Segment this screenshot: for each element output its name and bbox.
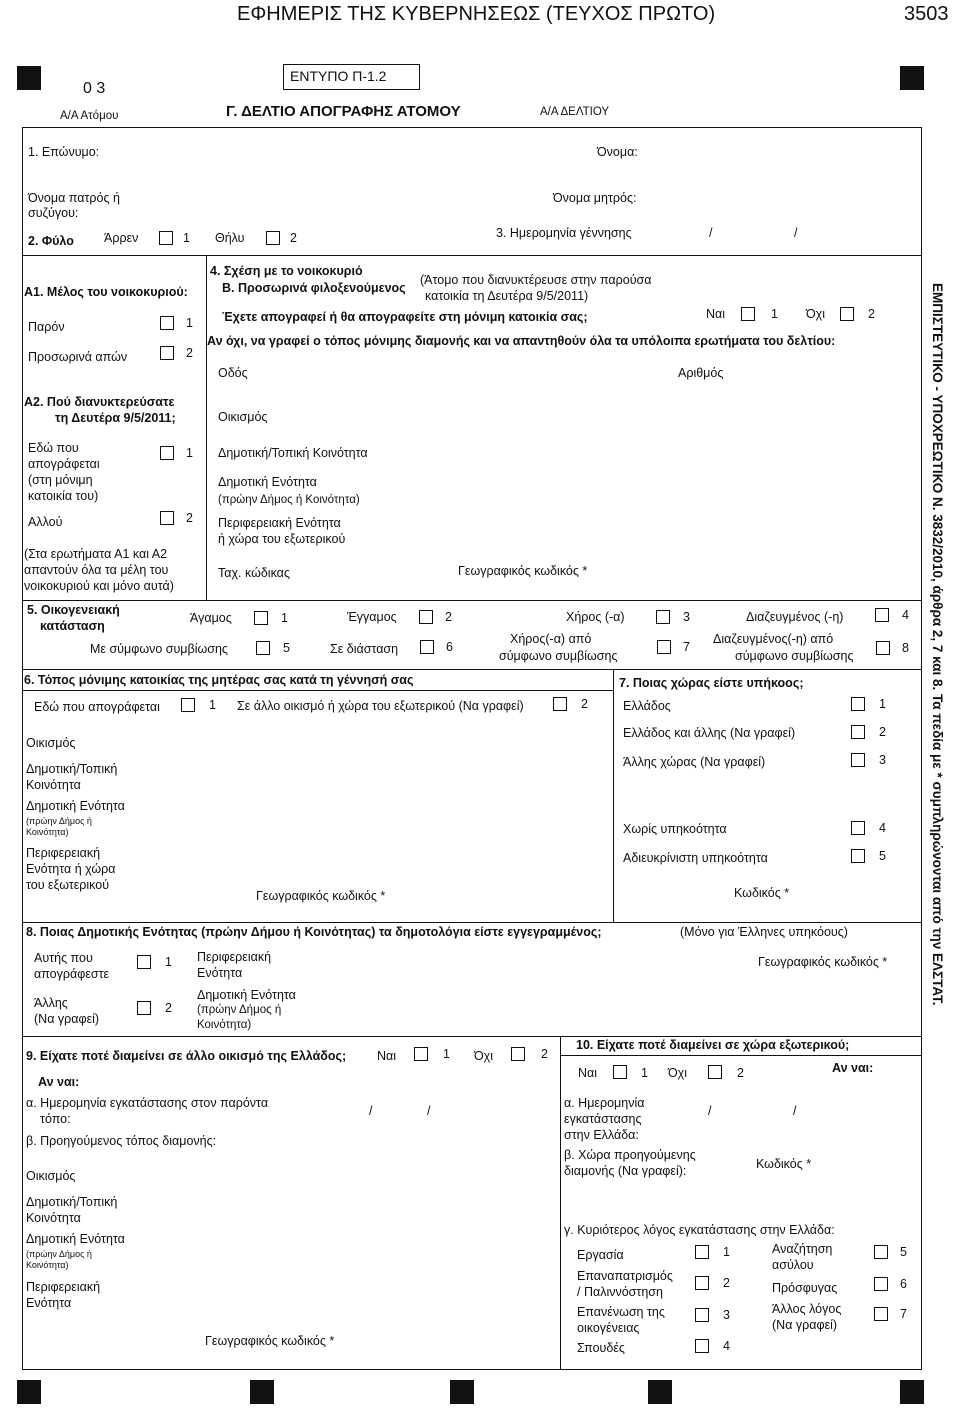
registration-mark-bottom-left (17, 1380, 41, 1404)
q4-yes-label: Ναι (706, 307, 726, 321)
q8-municipal-label: Δημοτική Ενότητα (197, 988, 296, 1002)
q10-family-reunion-code: 3 (723, 1308, 730, 1322)
a1-label: Α1. Μέλος του νοικοκυριού: (24, 285, 188, 299)
q8-other-label: Άλλης (34, 996, 68, 1010)
a2-label: Α2. Πού διανυκτερεύσατε (24, 395, 175, 409)
q5-partnership-checkbox[interactable] (256, 641, 270, 655)
q8-label: 8. Ποιας Δημοτικής Ενότητας (πρώην Δήμου ή Κοινότητας) τα δημοτολόγια είστε εγγεγραμμένος; (26, 925, 602, 939)
q4-community-label: Δημοτική/Τοπική Κοινότητα (218, 446, 368, 460)
sex-female-checkbox[interactable] (266, 231, 280, 245)
a2-here-line-2: απογράφεται (28, 457, 100, 471)
q5-divorced-partnership-label: Διαζευγμένος(-η) από (713, 632, 834, 646)
divider-after-q4 (22, 600, 922, 601)
a2-here-code: 1 (186, 446, 193, 460)
q10-work-code: 1 (723, 1245, 730, 1259)
a1-absent-checkbox[interactable] (160, 346, 174, 360)
q10-repatriation-checkbox[interactable] (695, 1276, 709, 1290)
q10-repatriation-code: 2 (723, 1276, 730, 1290)
q8-this-code: 1 (165, 955, 172, 969)
q6-label: 6. Τόπος μόνιμης κατοικίας της μητέρας σας κατά τη γέννησή σας (24, 673, 414, 687)
sex-male-code: 1 (183, 231, 190, 245)
mother-name-label: Όνομα μητρός: (553, 191, 637, 205)
q10-family-reunion-label: Επανένωση της (577, 1305, 665, 1319)
q10-date-label: α. Ημερομηνία (564, 1096, 645, 1110)
birth-date-separator-2: / (794, 226, 798, 240)
q5-divorced-partnership-label-2: σύμφωνο συμβίωσης (735, 649, 854, 663)
q10-yes-label: Ναι (578, 1066, 598, 1080)
q9-date-separator-2: / (427, 1104, 431, 1118)
q8-this-checkbox[interactable] (137, 955, 151, 969)
q9-if-yes-label: Αν ναι: (38, 1075, 80, 1089)
q8-this-label: Αυτής που (34, 951, 93, 965)
a2-elsewhere-checkbox[interactable] (160, 511, 174, 525)
q9-municipal-note-1: (πρώην Δήμος ή (26, 1249, 92, 1259)
q10-other-reason-label-2: (Να γραφεί) (772, 1318, 838, 1332)
q6-regional-label-2: Ενότητα ή χώρα (26, 862, 116, 876)
q10-other-reason-code: 7 (900, 1307, 907, 1321)
q10-family-reunion-label-2: οικογένειας (577, 1321, 640, 1335)
q4-municipal-unit-label: Δημοτική Ενότητα (218, 475, 317, 489)
sex-male-label: Άρρεν (104, 231, 139, 245)
divider-after-q5 (22, 669, 922, 670)
q10-yes-code: 1 (641, 1066, 648, 1080)
q9-date-label-2: τόπο: (40, 1112, 71, 1126)
registration-mark-bottom-right (900, 1380, 924, 1404)
q8-municipal-label-3: Κοινότητα) (197, 1019, 252, 1031)
q4-regional-unit-label: Περιφερειακή Ενότητα (218, 516, 341, 530)
sheet-number-label: Α/Α ΔΕΛΤΙΟΥ (540, 106, 610, 118)
q5-divorced-checkbox[interactable] (875, 608, 889, 622)
q5-separated-label: Σε διάσταση (330, 642, 399, 656)
divider-a-column (206, 255, 207, 600)
q7-other-country-code: 3 (879, 753, 886, 767)
q7-greek-other-label: Ελλάδος και άλλης (Να γραφεί) (623, 726, 796, 740)
a2-note-line-3: νοικοκυριού και μόνο αυτά) (24, 579, 174, 593)
sex-label: 2. Φύλο (28, 234, 74, 248)
q5-single-label: Άγαμος (190, 611, 232, 625)
q4-settlement-label: Οικισμός (218, 410, 268, 424)
q4-question: Έχετε απογραφεί ή θα απογραφείτε στη μόνιμη κατοικία σας; (222, 310, 588, 324)
q5-widowed-partnership-label-2: σύμφωνο συμβίωσης (499, 649, 618, 663)
form-title: Γ. ΔΕΛΤΙΟ ΑΠΟΓΡΑΦΗΣ ΑΤΟΜΟΥ (226, 103, 461, 120)
q9-regional-label-2: Ενότητα (26, 1296, 72, 1310)
q8-other-label-2: (Να γραφεί) (34, 1012, 100, 1026)
q10-refugee-label: Πρόσφυγας (772, 1281, 838, 1295)
a2-here-checkbox[interactable] (160, 446, 174, 460)
q4-no-code: 2 (868, 307, 875, 321)
q6-municipal-note-1: (πρώην Δήμος ή (26, 816, 92, 826)
q10-date-label-3: στην Ελλάδα: (564, 1128, 639, 1142)
a2-elsewhere-label: Αλλού (28, 515, 63, 529)
form-code: ΕΝΤΥΠΟ Π-1.2 (290, 68, 387, 84)
q4-instruction: Αν όχι, να γραφεί ο τόπος μόνιμης διαμονής και να απαντηθούν όλα τα υπόλοιπα ερωτήματα του δελτίου: (207, 334, 836, 348)
q7-unknown-label: Αδιευκρίνιστη υπηκοότητα (623, 851, 768, 865)
registration-mark-top-left (17, 66, 41, 90)
q5-label-2: κατάσταση (40, 619, 105, 633)
registration-mark-top-right (900, 66, 924, 90)
q6-municipal-label: Δημοτική Ενότητα (26, 799, 125, 813)
q7-other-country-label: Άλλης χώρας (Να γραφεί) (623, 755, 766, 769)
q7-unknown-code: 5 (879, 849, 886, 863)
q6-other-code: 2 (581, 697, 588, 711)
sex-male-checkbox[interactable] (159, 231, 173, 245)
q6-here-label: Εδώ που απογράφεται (34, 700, 160, 714)
divider-q6-q7 (613, 669, 614, 922)
q10-asylum-label-2: ασύλου (772, 1258, 814, 1272)
q4-label: 4. Σχέση με το νοικοκυριό (210, 264, 363, 278)
q6-other-checkbox[interactable] (553, 697, 567, 711)
q8-note: (Μόνο για Έλληνες υπηκόους) (680, 925, 848, 939)
a2-here-line-1: Εδώ που (28, 441, 79, 455)
q7-greek-other-code: 2 (879, 725, 886, 739)
q10-refugee-checkbox[interactable] (874, 1277, 888, 1291)
q6-label-underline (22, 690, 613, 691)
q5-widowed-checkbox[interactable] (656, 610, 670, 624)
q8-other-checkbox[interactable] (137, 1001, 151, 1015)
q10-asylum-checkbox[interactable] (874, 1245, 888, 1259)
q10-prev-country-label-2: διαμονής (Να γραφεί): (564, 1164, 687, 1178)
divider-after-q8 (22, 1036, 922, 1037)
q9-no-code: 2 (541, 1047, 548, 1061)
q4-municipal-unit-note: (πρώην Δήμος ή Κοινότητα) (218, 494, 360, 506)
divider-after-q6-q7 (22, 922, 922, 923)
q5-married-checkbox[interactable] (419, 610, 433, 624)
q6-geo-code-label: Γεωγραφικός κωδικός * (256, 889, 386, 903)
q7-stateless-checkbox[interactable] (851, 821, 865, 835)
q10-no-code: 2 (737, 1066, 744, 1080)
q10-other-reason-label: Άλλος λόγος (772, 1302, 842, 1316)
q10-repatriation-label-2: / Παλιννόστηση (577, 1285, 663, 1299)
q5-divorced-label: Διαζευγμένος (-η) (746, 610, 844, 624)
person-number: 0 3 (83, 80, 106, 97)
q5-married-label: Έγγαμος (347, 610, 397, 624)
q5-single-code: 1 (281, 611, 288, 625)
q10-work-label: Εργασία (577, 1248, 624, 1262)
q5-partnership-label: Με σύμφωνο συμβίωσης (90, 642, 228, 656)
q4-yes-checkbox[interactable] (741, 307, 755, 321)
sex-female-code: 2 (290, 231, 297, 245)
q4-temp-guest-note-2: κατοικία τη Δευτέρα 9/5/2011) (425, 289, 589, 303)
q5-label: 5. Οικογενειακή (27, 603, 120, 617)
person-number-label: Α/Α Ατόμου (60, 110, 119, 122)
q9-community-label-2: Κοινότητα (26, 1211, 81, 1225)
q10-asylum-label: Αναζήτηση (772, 1242, 833, 1256)
q7-label: 7. Ποιας χώρας είστε υπήκοος; (619, 676, 804, 690)
q7-greek-other-checkbox[interactable] (851, 725, 865, 739)
q6-regional-label: Περιφερειακή (26, 846, 101, 860)
q9-no-checkbox[interactable] (511, 1047, 525, 1061)
q9-community-label: Δημοτική/Τοπική (26, 1195, 118, 1209)
q10-other-reason-checkbox[interactable] (874, 1307, 888, 1321)
father-name-label: Όνομα πατρός ή (28, 191, 120, 205)
a1-absent-code: 2 (186, 346, 193, 360)
confidentiality-side-note: ΕΜΠΙΣΤΕΥΤΙΚΟ - ΥΠΟΧΡΕΩΤΙΚΟ Ν. 3832/2010, άρθρα 2, 7 και 8. Τα πεδία με * συμπληρώνονται από την ΕΛΣΤΑΤ. (930, 283, 945, 1006)
a2-note-line-1: (Στα ερωτήματα Α1 και Α2 (24, 547, 168, 561)
q8-geo-code-label: Γεωγραφικός κωδικός * (758, 955, 888, 969)
q10-no-checkbox[interactable] (708, 1065, 722, 1079)
q4-yes-code: 1 (771, 307, 778, 321)
q10-asylum-code: 5 (900, 1245, 907, 1259)
registration-mark-bottom-center (450, 1380, 474, 1404)
q4-no-checkbox[interactable] (840, 307, 854, 321)
q9-municipal-label: Δημοτική Ενότητα (26, 1232, 125, 1246)
q10-code-label: Κωδικός * (756, 1157, 812, 1171)
surname-label: 1. Επώνυμο: (28, 145, 100, 159)
a1-present-label: Παρόν (28, 320, 65, 334)
q9-date-label: α. Ημερομηνία εγκατάστασης στον παρόντα (26, 1096, 269, 1110)
q6-community-label-2: Κοινότητα (26, 778, 81, 792)
q9-yes-checkbox[interactable] (414, 1047, 428, 1061)
q10-repatriation-label: Επαναπατρισμός (577, 1269, 673, 1283)
q4-geo-code-label: Γεωγραφικός κωδικός * (458, 564, 588, 578)
q9-date-separator-1: / (369, 1104, 373, 1118)
q7-greek-code: 1 (879, 697, 886, 711)
q4-no-label: Όχι (806, 307, 826, 321)
q6-here-code: 1 (209, 698, 216, 712)
q5-widowed-partnership-code: 7 (683, 640, 690, 654)
a2-note-line-2: απαντούν όλα τα μέλη του (24, 563, 169, 577)
q7-stateless-label: Χωρίς υπηκοότητα (623, 822, 727, 836)
divider-q9-q10 (560, 1036, 561, 1370)
q10-studies-label: Σπουδές (577, 1341, 625, 1355)
a1-present-code: 1 (186, 316, 193, 330)
q6-other-label: Σε άλλο οικισμό ή χώρα του εξωτερικού (Να γραφεί) (237, 699, 524, 713)
q7-greek-checkbox[interactable] (851, 697, 865, 711)
q4-postal-code-label: Ταχ. κώδικας (218, 566, 290, 580)
q6-municipal-note-2: Κοινότητα) (26, 827, 69, 837)
q9-municipal-note-2: Κοινότητα) (26, 1260, 69, 1270)
q10-label-underline (560, 1055, 922, 1056)
q10-prev-country-label: β. Χώρα προηγούμενης (564, 1148, 696, 1162)
q5-widowed-code: 3 (683, 610, 690, 624)
q8-regional-label: Περιφερειακή (197, 950, 272, 964)
q8-other-code: 2 (165, 1001, 172, 1015)
q9-yes-code: 1 (443, 1047, 450, 1061)
q10-label: 10. Είχατε ποτέ διαμείνει σε χώρα εξωτερικού; (576, 1038, 850, 1052)
q5-single-checkbox[interactable] (254, 611, 268, 625)
q5-separated-checkbox[interactable] (420, 640, 434, 654)
q10-if-yes-label: Αν ναι: (832, 1061, 874, 1075)
q9-regional-label: Περιφερειακή (26, 1280, 101, 1294)
q9-label: 9. Είχατε ποτέ διαμείνει σε άλλο οικισμό της Ελλάδος; (26, 1049, 347, 1063)
q9-previous-place-label: β. Προηγούμενος τόπος διαμονής: (26, 1134, 217, 1148)
q10-no-label: Όχι (668, 1066, 688, 1080)
q10-family-reunion-checkbox[interactable] (695, 1308, 709, 1322)
q10-work-checkbox[interactable] (695, 1245, 709, 1259)
q5-widowed-partnership-label: Χήρος(-α) από (510, 632, 592, 646)
a1-absent-label: Προσωρινά απών (28, 350, 128, 364)
q10-studies-checkbox[interactable] (695, 1339, 709, 1353)
page-number: 3503 (904, 3, 949, 25)
q4-temp-guest-note-1: (Άτομο που διανυκτέρευσε στην παρούσα (420, 273, 652, 287)
a1-present-checkbox[interactable] (160, 316, 174, 330)
sex-female-label: Θήλυ (215, 231, 245, 245)
q9-geo-code-label: Γεωγραφικός κωδικός * (205, 1334, 335, 1348)
q4-street-label: Οδός (218, 366, 248, 380)
a2-elsewhere-code: 2 (186, 511, 193, 525)
first-name-label: Όνομα: (597, 145, 638, 159)
q10-date-label-2: εγκατάστασης (564, 1112, 642, 1126)
q5-widowed-partnership-checkbox[interactable] (657, 640, 671, 654)
q10-date-separator-1: / (708, 1104, 712, 1118)
gazette-title: ΕΦΗΜΕΡΙΣ ΤΗΣ ΚΥΒΕΡΝΗΣΕΩΣ (ΤΕΥΧΟΣ ΠΡΩΤΟ) (237, 3, 716, 25)
q6-regional-label-3: του εξωτερικού (26, 878, 110, 892)
q5-divorced-partnership-code: 8 (902, 641, 909, 655)
registration-mark-bottom-center-right (648, 1380, 672, 1404)
a2-here-line-4: κατοικία του) (28, 489, 99, 503)
q5-separated-code: 6 (446, 640, 453, 654)
q7-code-label: Κωδικός * (734, 886, 790, 900)
q10-studies-code: 4 (723, 1339, 730, 1353)
q9-settlement-label: Οικισμός (26, 1169, 76, 1183)
q7-other-country-checkbox[interactable] (851, 753, 865, 767)
q10-refugee-code: 6 (900, 1277, 907, 1291)
q10-date-separator-2: / (793, 1104, 797, 1118)
q5-widowed-label: Χήρος (-α) (566, 610, 625, 624)
q5-divorced-code: 4 (902, 608, 909, 622)
q4-regional-unit-label-2: ή χώρα του εξωτερικού (218, 532, 346, 546)
registration-mark-bottom-center-left (250, 1380, 274, 1404)
divider-after-sex (22, 255, 922, 256)
q5-married-code: 2 (445, 610, 452, 624)
a2-here-line-3: (στη μόνιμη (28, 473, 93, 487)
q10-yes-checkbox[interactable] (613, 1065, 627, 1079)
q9-yes-label: Ναι (377, 1049, 397, 1063)
q7-greek-label: Ελλάδος (623, 699, 671, 713)
q7-unknown-checkbox[interactable] (851, 849, 865, 863)
q8-this-label-2: απογράφεστε (34, 967, 110, 981)
q6-here-checkbox[interactable] (181, 698, 195, 712)
father-name-label-2: συζύγου: (28, 206, 79, 220)
q4-number-label: Αριθμός (678, 366, 724, 380)
q6-settlement-label: Οικισμός (26, 736, 76, 750)
q4-temp-guest-label: Β. Προσωρινά φιλοξενούμενος (222, 281, 406, 295)
q5-divorced-partnership-checkbox[interactable] (876, 641, 890, 655)
q10-main-reason-label: γ. Κυριότερος λόγος εγκατάστασης στην Ελλάδα: (564, 1223, 835, 1237)
birth-date-separator-1: / (709, 226, 713, 240)
birth-date-label: 3. Ημερομηνία γέννησης (496, 226, 632, 240)
a2-label-2: τη Δευτέρα 9/5/2011; (55, 411, 176, 425)
q9-no-label: Όχι (474, 1049, 494, 1063)
q8-municipal-label-2: (πρώην Δήμος ή (197, 1004, 282, 1016)
q7-stateless-code: 4 (879, 821, 886, 835)
q5-partnership-code: 5 (283, 641, 290, 655)
q6-community-label: Δημοτική/Τοπική (26, 762, 118, 776)
q8-regional-label-2: Ενότητα (197, 966, 243, 980)
